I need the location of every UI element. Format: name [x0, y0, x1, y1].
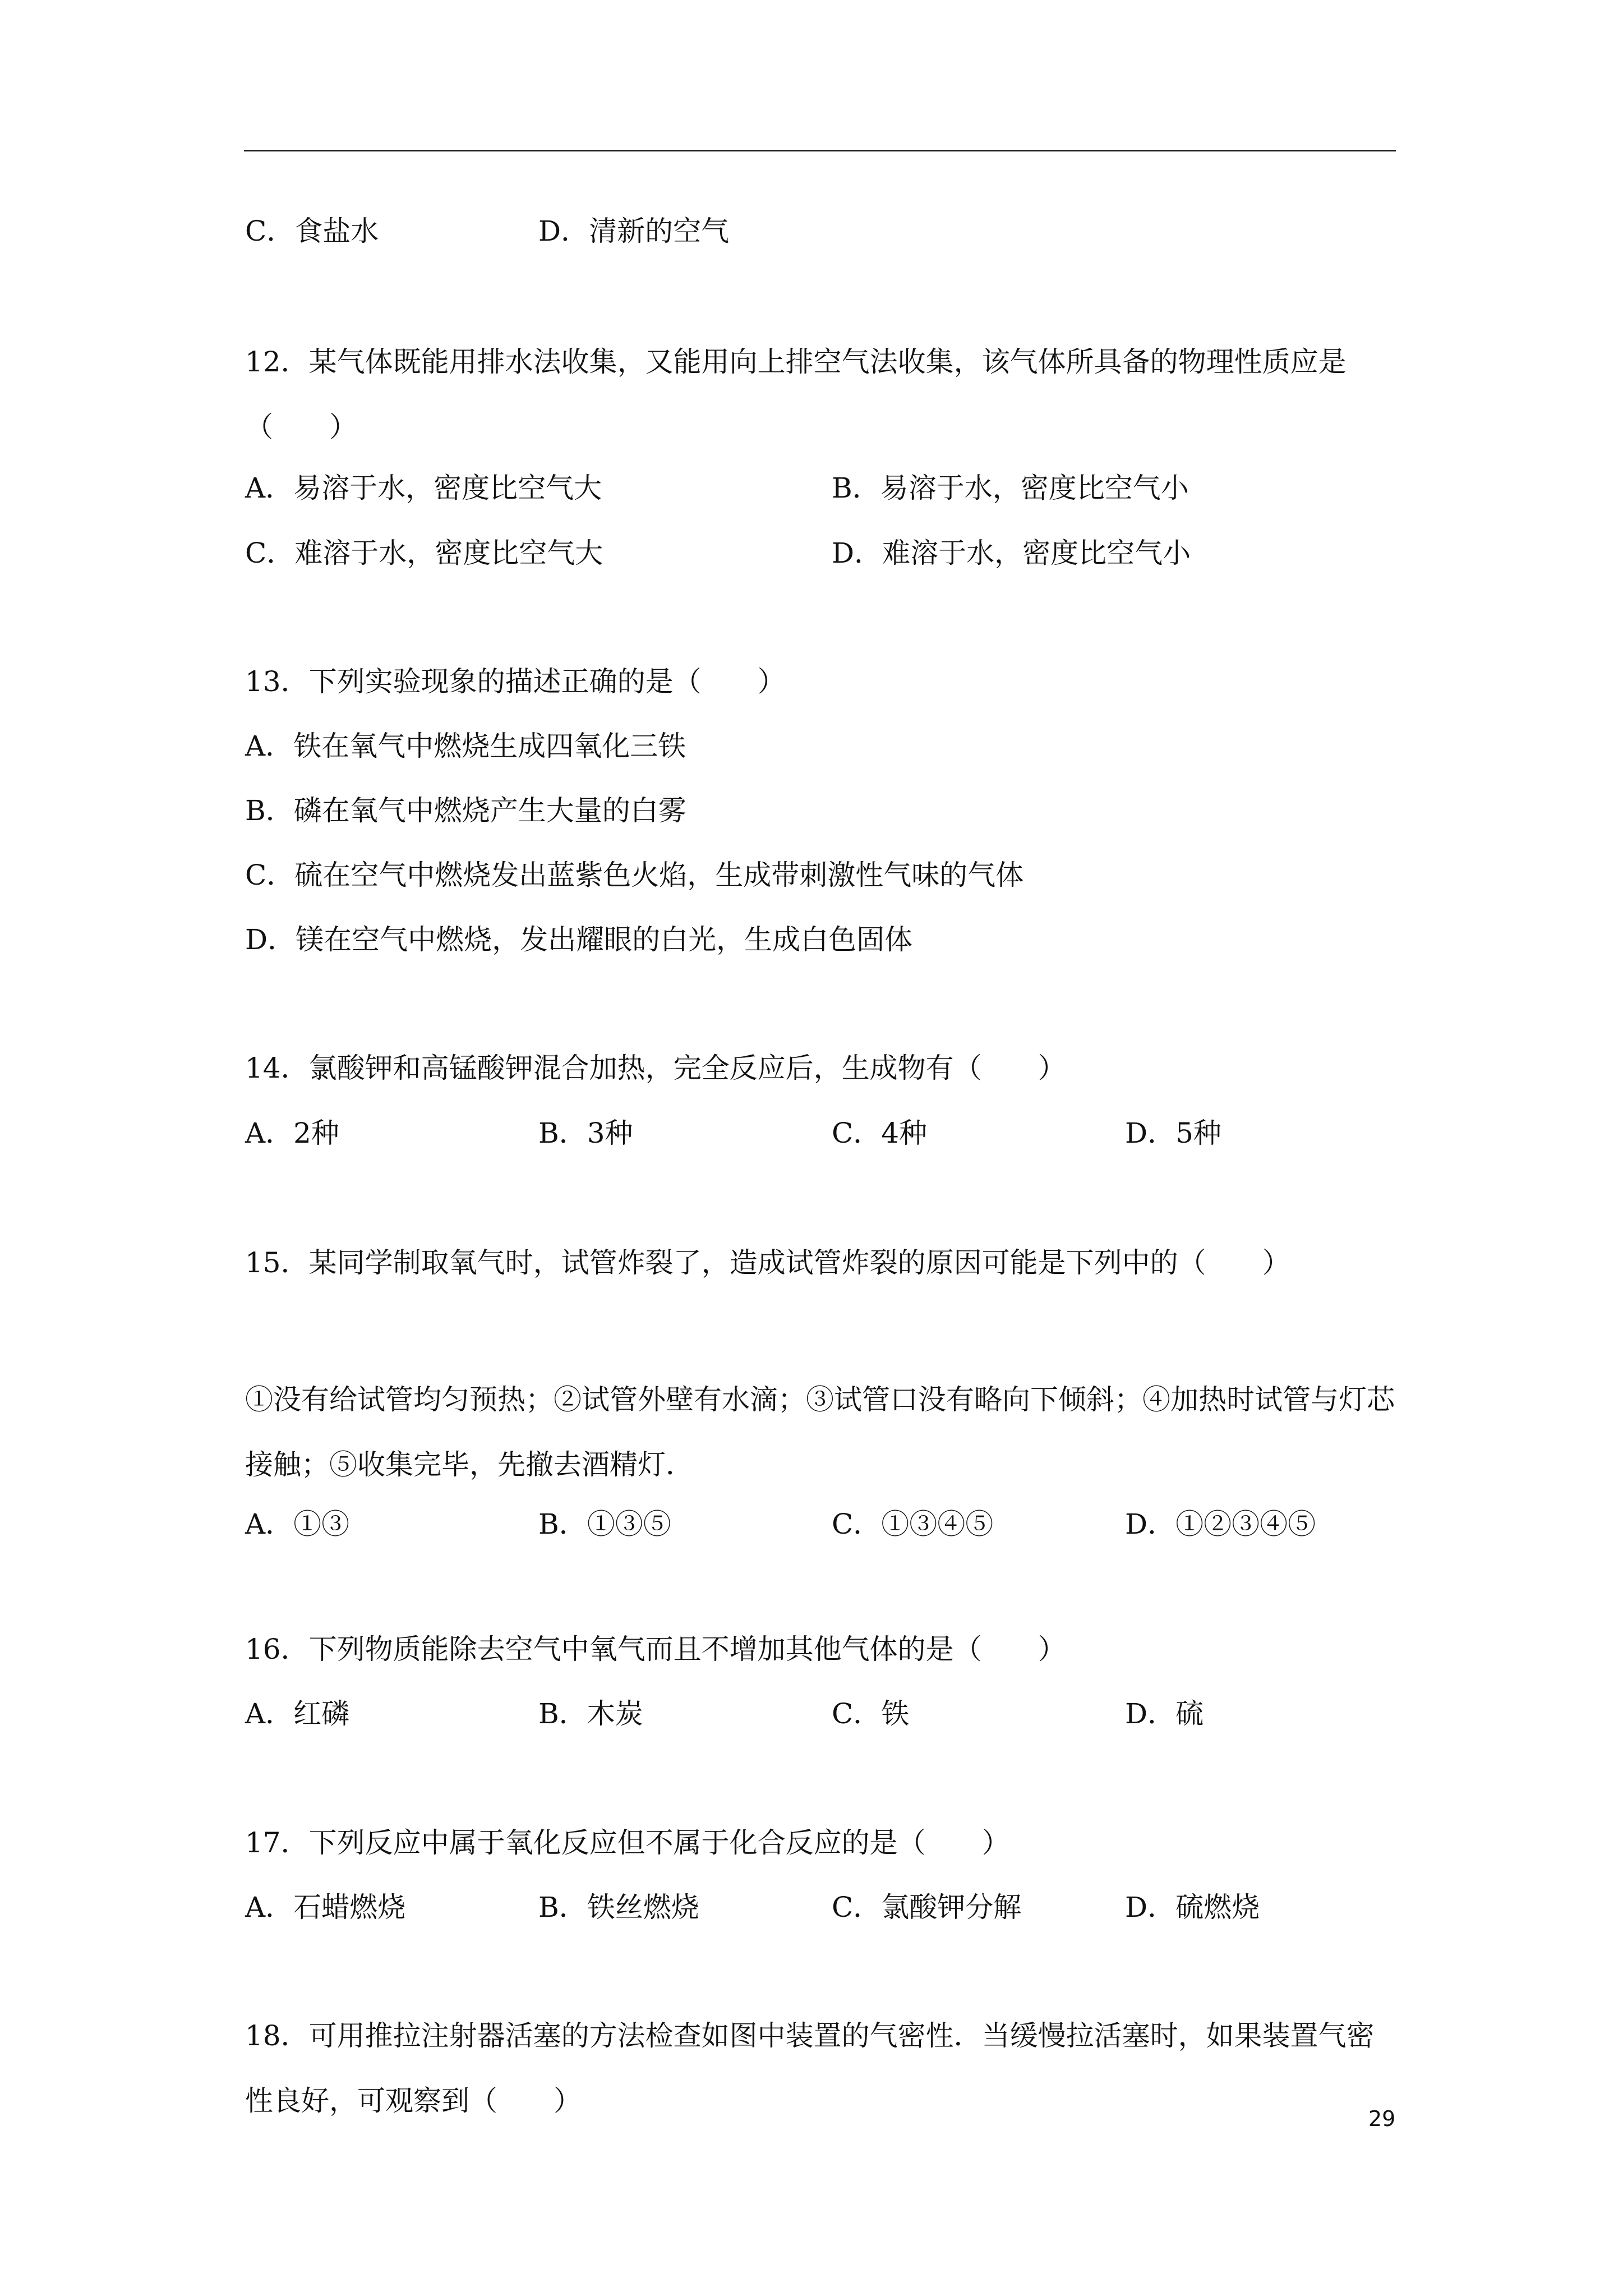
header-rule	[244, 150, 1396, 151]
q15-option-b: B．①③⑤	[538, 1508, 671, 1540]
q17-option-c: C．氯酸钾分解	[832, 1891, 1022, 1924]
q16-option-d: D．硫	[1125, 1697, 1204, 1730]
page-number: 29	[1368, 2106, 1396, 2131]
q11-option-c: C．食盐水	[245, 215, 379, 247]
q12-option-d: D．难溶于水，密度比空气小	[832, 537, 1191, 569]
q16-option-b: B．木炭	[538, 1697, 643, 1730]
q13-option-a: A．铁在氧气中燃烧生成四氧化三铁	[245, 730, 686, 762]
q11-option-d: D．清新的空气	[538, 215, 730, 247]
q12-option-b: B．易溶于水，密度比空气小	[832, 472, 1189, 504]
q12-option-a: A．易溶于水，密度比空气大	[245, 472, 602, 504]
q14-option-d: D．5种	[1125, 1117, 1221, 1149]
q13-option-b: B．磷在氧气中燃烧产生大量的白雾	[245, 794, 686, 827]
q16-option-c: C．铁	[832, 1697, 910, 1730]
q17-option-b: B．铁丝燃烧	[538, 1891, 699, 1924]
q17-option-d: D．硫燃烧	[1125, 1891, 1260, 1924]
q17-stem: 17．下列反应中属于氧化反应但不属于化合反应的是（ ）	[245, 1826, 1010, 1859]
q15-detail: ①没有给试管均匀预热；②试管外壁有水滴；③试管口没有略向下倾斜；④加热时试管与灯芯接触；⑤收集完毕，先撤去酒精灯．	[245, 1383, 1395, 1481]
q13-option-c: C．硫在空气中燃烧发出蓝紫色火焰，生成带刺激性气味的气体	[245, 859, 1024, 891]
q14-stem: 14．氯酸钾和高锰酸钾混合加热，完全反应后，生成物有（ ）	[245, 1052, 1066, 1084]
q14-option-a: A．2种	[245, 1117, 339, 1149]
q12-option-c: C．难溶于水，密度比空气大	[245, 537, 603, 569]
q16-stem: 16．下列物质能除去空气中氧气而且不增加其他气体的是（ ）	[245, 1633, 1066, 1665]
q17-option-a: A．石蜡燃烧	[245, 1891, 406, 1924]
q14-option-b: B．3种	[538, 1117, 633, 1149]
q15-option-d: D．①②③④⑤	[1125, 1508, 1316, 1540]
q12-stem: 12．某气体既能用排水法收集，又能用向上排空气法收集，该气体所具备的物理性质应是（ ）	[245, 346, 1347, 443]
q18-stem: 18．可用推拉注射器活塞的方法检查如图中装置的气密性．当缓慢拉活塞时，如果装置气密性良好，可观察到（ ）	[245, 2019, 1375, 2117]
q16-option-a: A．红磷	[245, 1697, 350, 1730]
q14-option-c: C．4种	[832, 1117, 928, 1149]
q13-option-d: D．镁在空气中燃烧，发出耀眼的白光，生成白色固体	[245, 923, 913, 956]
q15-option-c: C．①③④⑤	[832, 1508, 994, 1540]
q15-stem: 15．某同学制取氧气时，试管炸裂了，造成试管炸裂的原因可能是下列中的（ ）	[245, 1246, 1290, 1279]
q13-stem: 13．下列实验现象的描述正确的是（ ）	[245, 665, 786, 698]
q15-option-a: A．①③	[245, 1508, 350, 1540]
